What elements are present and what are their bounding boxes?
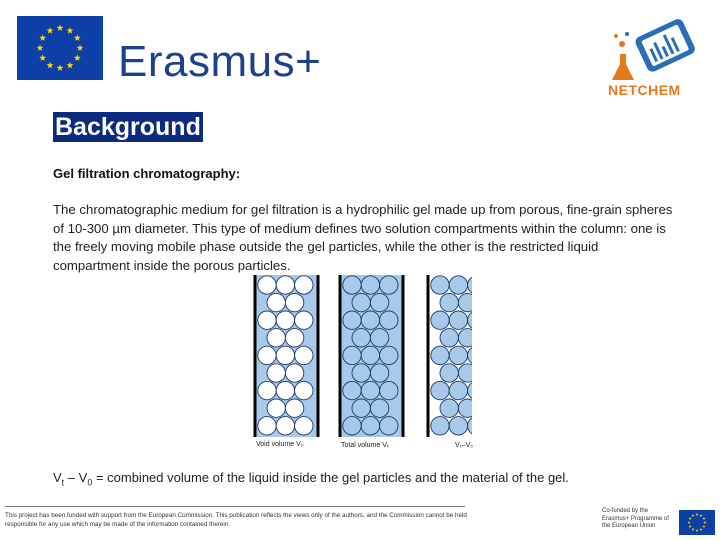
gel-bead [352,293,370,311]
gel-bead [295,346,313,364]
gel-bead [361,381,379,399]
gel-bead [449,276,467,294]
gel-bead [449,381,467,399]
gel-bead [258,381,276,399]
gel-bead [458,399,472,417]
gel-bead [276,381,294,399]
gel-bead [276,417,294,435]
gel-bead [380,311,398,329]
gel-bead [343,276,361,294]
gel-bead [295,381,313,399]
slide-title: Background [55,113,201,141]
gel-bead [285,399,303,417]
gel-bead [267,293,285,311]
gel-bead [431,381,449,399]
gel-bead [258,417,276,435]
flag-star [702,517,705,520]
gel-bead [258,276,276,294]
gel-bead [370,293,388,311]
flag-star [689,525,692,528]
volume-equation: $V_t - V_0$ = combined volume of the liquid inside the gel particles and the material of the gel. [53,470,569,488]
flag-star [74,34,81,41]
gel-bead [431,346,449,364]
eu-flag-icon [17,16,103,80]
gel-bead [361,311,379,329]
gel-bead [361,346,379,364]
gel-bead [285,329,303,347]
gel-bead [352,329,370,347]
erasmus-plus-logo: Erasmus+ [118,37,322,86]
gel-bead [258,311,276,329]
flag-star [687,521,690,524]
gel-bead [285,293,303,311]
gel-bead [295,417,313,435]
flag-star [689,517,692,520]
flag-star [57,24,64,31]
subheading: Gel filtration chromatography: [53,166,241,181]
gel-bead [431,276,449,294]
flag-star [699,528,702,531]
gel-bead [343,381,361,399]
gel-bead [370,399,388,417]
gel-bead [380,276,398,294]
gel-bead [440,364,458,382]
gel-bead [380,381,398,399]
flag-star [77,44,84,51]
flag-star [47,62,54,69]
gel-bead [361,276,379,294]
flag-star [703,521,706,524]
cofunded-text: Co-funded by the Erasmus+ Programme of the European Union [602,508,669,529]
footer-divider [5,506,465,507]
gel-bead [440,329,458,347]
flag-star [39,54,46,61]
eu-flag-icon [679,510,715,535]
gel-bead [361,417,379,435]
gel-bead [295,276,313,294]
gel-bead [449,346,467,364]
flag-star [699,514,702,517]
gel-bead [440,293,458,311]
flag-star [39,34,46,41]
netchem-wordmark: NETCHEM [608,82,681,98]
gel-bead [458,293,472,311]
gel-bead [276,346,294,364]
total-volume-column [340,275,403,437]
gel-bead [267,329,285,347]
flag-star [67,27,74,34]
gel-bead [449,417,467,435]
gel-bead [267,399,285,417]
gel-bead [440,399,458,417]
gel-bead [370,364,388,382]
gel-bead [380,417,398,435]
gel-filtration-figure [252,273,472,458]
flag-star [67,62,74,69]
difference-volume-label: Vₜ–V₀ [455,442,474,449]
flag-star [47,27,54,34]
gel-bead [295,311,313,329]
gel-bead [343,346,361,364]
body-paragraph: The chromatographic medium for gel filtration is a hydrophilic gel made up from porous, fine-grain spheres of 10-300 µm diameter. This type of medium defines two solution compartments within the column: one is the freely moving mobile phase outside the gel particles, while the other is the restricted liquid compartment inside the porous particles. [53,202,673,273]
gel-bead [343,311,361,329]
difference-volume-column [428,275,472,437]
gel-bead [267,364,285,382]
gel-bead [343,417,361,435]
gel-bead [458,329,472,347]
flag-star [74,54,81,61]
void-volume-label: Void volume V₀ [256,441,304,448]
gel-bead [431,417,449,435]
flag-star [691,528,694,531]
flag-star [695,513,698,516]
gel-bead [458,364,472,382]
disclaimer-text: This project has been funded with support from the European Commission. This publication reflects the views only of the authors, and the Commission cannot be held responsible for any use which may be made of the information contained therein. [5,512,467,528]
gel-bead [285,364,303,382]
gel-bead [370,329,388,347]
flag-star [691,514,694,517]
total-volume-label: Total volume Vₜ [341,442,389,449]
gel-bead [431,311,449,329]
gel-bead [380,346,398,364]
gel-bead [352,364,370,382]
gel-bead [352,399,370,417]
flag-star [57,64,64,71]
gel-bead [276,276,294,294]
flag-star [695,529,698,532]
flag-star [702,525,705,528]
gel-bead [449,311,467,329]
void-volume-column [255,275,318,437]
gel-bead [276,311,294,329]
flag-star [37,44,44,51]
gel-bead [258,346,276,364]
